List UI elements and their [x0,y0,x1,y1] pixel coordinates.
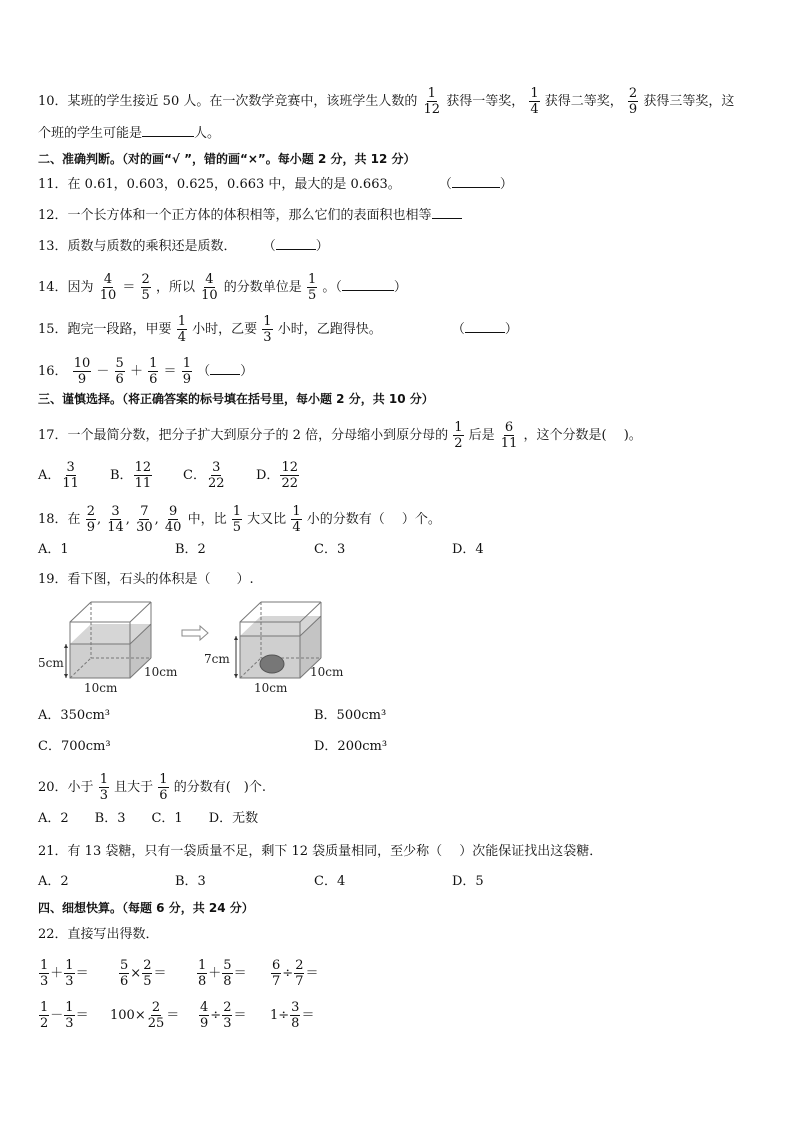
q18-text-1: 18．在 [38,512,81,527]
q10-text-3: 获得二等奖， [544,94,623,109]
q19-option-a[interactable]: A．350cm³ [38,708,111,723]
q18-option-c[interactable]: C．3 [314,542,346,557]
width-label-after: 10cm [254,681,288,695]
fraction: $\frac{1}{3}$ [263,314,272,345]
q21-option-b[interactable]: B．3 [175,874,206,889]
fraction: $\frac{1}{5}$ [307,272,317,303]
answer-paren[interactable]: （ ） [262,239,329,254]
fraction: $\frac{4}{10}$ [201,272,218,303]
container-before [64,602,151,678]
answer-blank[interactable] [210,374,240,375]
q15-text-3: 小时，乙跑得快。 [277,322,382,337]
q18: 18．在 $\frac{2}{9}$ , $\frac{3}{14}$ , $\frac{7}{30}$ , $\frac{9}{40}$ 中，比 $\frac{1}{5}$ 大又比 $\frac{1}{4}$ 小的分数有（ ）个。 [38,504,441,535]
section-4-heading: 四、细想快算。（每题 6 分，共 24 分） [38,901,254,915]
calc-item: $\frac{1}{3}$ ＋ $\frac{1}{3}$ ＝ [40,958,89,989]
q18-option-d[interactable]: D．4 [452,542,484,557]
q19-option-d[interactable]: D．200cm³ [314,739,388,754]
answer-paren[interactable]: （ ） [451,322,518,337]
calc-item: $\frac{1}{2}$ － $\frac{1}{3}$ ＝ [40,1000,89,1031]
calc-item: 100× $\frac{2}{25}$ ＝ [110,1000,180,1031]
fraction: $\frac{1}{6}$ [149,356,158,387]
fraction: $\frac{1}{2}$ [454,420,463,451]
q18-option-b[interactable]: B．2 [175,542,206,557]
fraction: $\frac{1}{5}$ [232,504,242,535]
width-label-before: 10cm [84,681,118,695]
q19-option-b[interactable]: B．500cm³ [314,708,387,723]
q11-text: 11．在 0.61，0.603，0.625，0.663 中，最大的是 0.663。 [38,177,401,192]
q17-option-c[interactable]: C． $\frac{3}{22}$ [183,460,225,491]
q13-text: 13．质数与质数的乘积还是质数． [38,239,237,254]
fraction: $\frac{2}{5}$ [141,272,150,303]
height-label-after: 7cm [204,652,230,666]
minus-sign: － [96,364,110,379]
q14 [38,272,407,303]
q19-option-c[interactable]: C．700cm³ [38,739,111,754]
plus-sign: ＋ [129,364,143,379]
q14-equals: ＝ [122,280,136,295]
fraction: $\frac{1}{6}$ [159,772,168,803]
calc-item: $\frac{4}{9}$ ÷ $\frac{2}{3}$ ＝ [200,1000,247,1031]
fraction: $\frac{2}{9}$ [628,86,638,117]
q19: 19．看下图，石头的体积是（ ）. [38,572,254,587]
q17-option-b[interactable]: B． $\frac{12}{11}$ [110,460,152,491]
q13 [38,237,329,257]
fraction: $\frac{1}{4}$ [530,86,539,117]
q16-text-3: ） [240,364,254,379]
q14-text-5: ） [393,280,407,295]
q16-text-2: （ [197,364,211,379]
depth-label-before: 10cm [144,665,178,679]
q21-option-d[interactable]: D．5 [452,874,484,889]
calc-item: $\frac{6}{7}$ ÷ $\frac{2}{7}$ ＝ [272,958,319,989]
q20-text-3: 的分数有( )个. [173,780,266,795]
fraction: $\frac{1}{3}$ [99,772,108,803]
fraction: $\frac{1}{9}$ [182,356,191,387]
q17-text-3: ，这个分数是( )。 [523,428,642,443]
section-2-heading: 二、准确判断。（对的画“√ ”，错的画“×”。每小题 2 分，共 12 分） [38,152,416,166]
height-label-before: 5cm [38,656,64,670]
q18-text-4: 小的分数有（ ）个。 [306,512,441,527]
q16 [38,356,253,387]
q20-text-1: 20．小于 [38,780,94,795]
q15 [38,314,518,345]
q14-text-3: 的分数单位是 [223,280,302,295]
q10-text-5: 个班的学生可能是 [38,126,143,141]
q10-line1 [38,86,734,117]
fraction: $\frac{1}{12}$ [423,86,441,117]
fraction: $\frac{5}{6}$ [115,356,124,387]
q18-text-2: 中，比 [187,512,227,527]
q14-text-2: ，所以 [155,280,195,295]
fraction: $\frac{2}{9}$ [86,504,95,535]
q10-text-2: 获得一等奖， [446,94,525,109]
section-3-heading: 三、谨慎选择。（将正确答案的标号填在括号里，每小题 2 分，共 10 分） [38,392,434,406]
answer-blank[interactable] [342,290,394,291]
calc-item: $\frac{1}{8}$ ＋ $\frac{5}{8}$ ＝ [198,958,247,989]
q21-option-c[interactable]: C．4 [314,874,346,889]
q16-text-1: 16． [38,364,68,379]
fraction: $\frac{9}{40}$ [164,504,182,535]
depth-label-after: 10cm [310,665,344,679]
q15-text-1: 15．跑完一段路，甲要 [38,322,172,337]
q14-text-1: 14．因为 [38,280,94,295]
q20-options[interactable]: A．2 B．3 C．1 D．无数 [38,811,259,826]
q21: 21．有 13 袋糖，只有一袋质量不足，剩下 12 袋质量相同，至少称（ ）次能保证找出这袋糖． [38,844,603,859]
volume-diagram [36,598,356,698]
q20 [38,772,266,803]
q17-text-1: 17．一个最简分数，把分子扩大到原分子的 2 倍，分母缩小到原分母的 [38,428,449,443]
fraction: $\frac{1}{4}$ [292,504,301,535]
q18-option-a[interactable]: A．1 [38,542,69,557]
fraction: $\frac{1}{4}$ [177,314,186,345]
fraction: $\frac{10}{9}$ [73,356,91,387]
calc-item: $\frac{5}{6}$ × $\frac{2}{5}$ ＝ [120,958,167,989]
fraction: $\frac{7}{30}$ [136,504,153,535]
q17-option-d[interactable]: D． $\frac{12}{22}$ [256,460,298,491]
q10-text-1: 10．某班的学生接近 50 人。在一次数学竞赛中，该班学生人数的 [38,94,418,109]
q17 [38,420,642,451]
q10-text-4: 获得三等奖，这 [643,94,735,109]
fraction: $\frac{6}{11}$ [500,420,518,451]
q10-text-6: 人。 [194,126,221,141]
q20-text-2: 且大于 [114,780,154,795]
stone-icon [260,655,284,673]
q15-text-2: 小时，乙要 [192,322,258,337]
answer-paren[interactable]: （ ） [438,177,513,192]
q22: 22．直接写出得数． [38,927,159,942]
calc-item: 1÷ $\frac{3}{8}$ ＝ [270,1000,315,1031]
answer-blank[interactable] [142,136,194,137]
fraction: $\frac{4}{10}$ [99,272,117,303]
q17-text-2: 后是 [468,428,495,443]
q12 [38,206,462,226]
q21-option-a[interactable]: A．2 [38,874,69,889]
q11 [38,175,513,195]
q18-text-3: 大又比 [247,512,287,527]
q14-text-4: 。（ [322,280,342,295]
answer-blank[interactable] [432,218,462,219]
fraction: $\frac{3}{14}$ [107,504,124,535]
q12-text: 12．一个长方体和一个正方体的体积相等，那么它们的表面积也相等 [38,208,432,223]
q10-line2 [38,124,220,144]
q17-option-a[interactable]: A． $\frac{3}{11}$ [38,460,79,491]
arrow-right-icon [182,626,208,640]
equals-sign: ＝ [163,364,177,379]
